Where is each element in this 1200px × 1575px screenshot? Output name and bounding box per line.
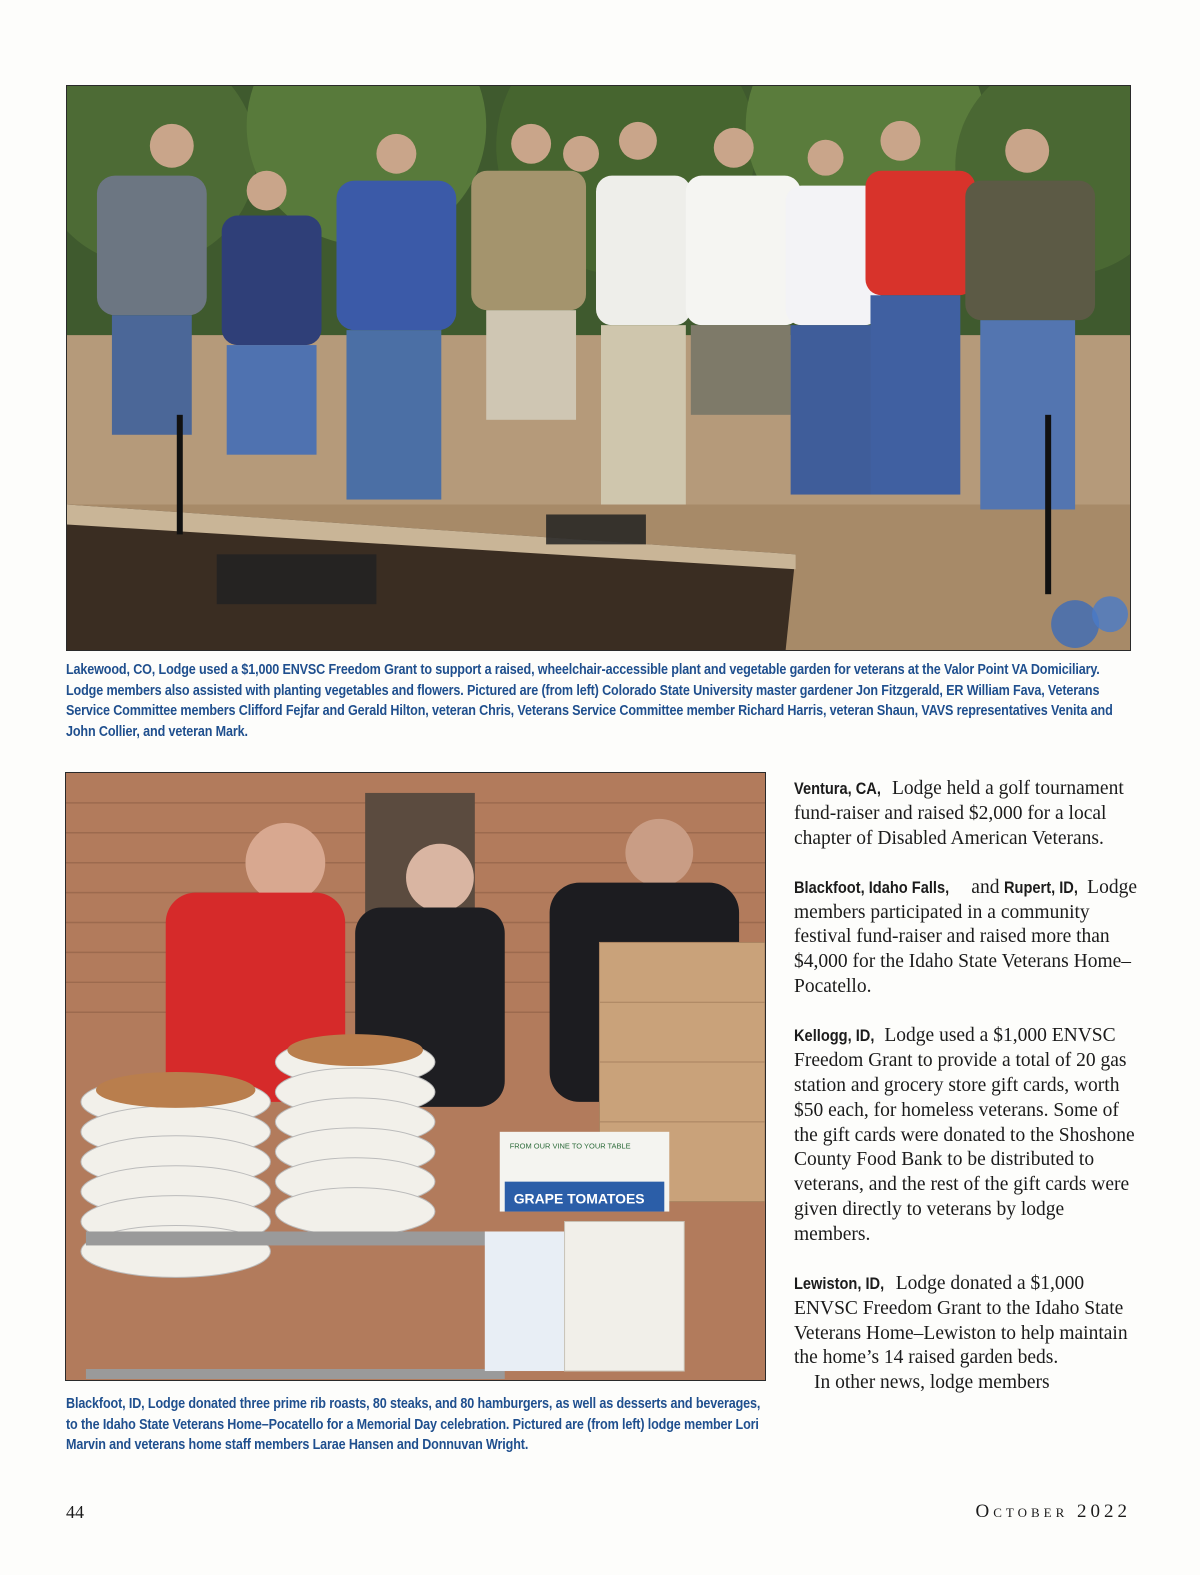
article-place: Rupert, ID, [1004,877,1079,897]
article-place: Blackfoot, Idaho Falls, [794,877,950,897]
caption-text: Lodge used a $1,000 ENVSC Freedom Grant to support a raised, wheelchair-accessible plant and vegetable garden for veterans at the Valor Point VA Domiciliary. Lodge members also assisted with planting vegetables and flowers. Pictured are (from left) Colorado State University master gardener Jon Fitzgerald, ER William Fava, Veterans Service Committee members Clifford Fejfar and Gerald Hilton, veteran Chris, Veterans Service Committee member Richard Harris, veteran Shaun, VAVS representatives Venita and John Collier, and veteran Mark. [66,662,1113,740]
page-number: 44 [66,1502,84,1522]
photo-garden-volunteers [66,85,1131,651]
caption-garden [66,660,1131,742]
caption-place: Blackfoot, ID, [66,1396,145,1412]
article-lewiston [794,1272,1139,1396]
article-place: Kellogg, ID, [794,1026,875,1046]
article-blackfoot [794,876,1139,1000]
article-text: Lodge members participated in a community festival fund-raiser and raised more than $4,000 for the Idaho State Veterans Home–Pocatello. [794,876,1137,998]
article-place: Lewiston, ID, [794,1274,885,1294]
article-continuation: In other news, lodge members [814,1372,1050,1394]
article-connector: and [966,876,1005,898]
garden-illustration [67,86,1130,650]
article-text: Lodge held a golf tournament fund-raiser and raised $2,000 for a local chapter of Disabled American Veterans. [794,778,1124,849]
caption-place: Lakewood, CO, [66,662,156,678]
article-column [794,777,1139,1396]
box-label: GRAPE TOMATOES [513,1190,645,1207]
article-text: Lodge donated a $1,000 ENVSC Freedom Grant to the Idaho State Veterans Home–Lewiston to help maintain the home’s 14 raised garden beds. [794,1273,1128,1369]
kitchen-illustration [66,773,765,1380]
caption-food-donation [66,1394,770,1456]
article-text: Lodge used a $1,000 ENVSC Freedom Grant to provide a total of 20 gas station and grocery store gift cards, worth $50 each, for homeless veterans. Some of the gift cards were donated to the Shoshone County Food Bank to be distributed to veterans, and the rest of the gift cards were given directly to veterans by lodge members. [794,1025,1135,1245]
issue-date: October 2022 [975,1501,1131,1522]
caption-text: Lodge donated three prime rib roasts, 80 steaks, and 80 hamburgers, as well as desserts and beverages, to the Idaho State Veterans Home–Pocatello for a Memorial Day celebration. Pictured are (from left) lodge member Lori Marvin and veterans home staff members Larae Hansen and Donnuvan Wright. [66,1396,761,1453]
box-tagline: FROM OUR VINE TO YOUR TABLE [509,1141,631,1151]
article-kellogg [794,1024,1139,1247]
photo-food-donation [65,772,766,1381]
article-place: Ventura, CA, [794,779,881,798]
article-ventura [794,777,1139,851]
